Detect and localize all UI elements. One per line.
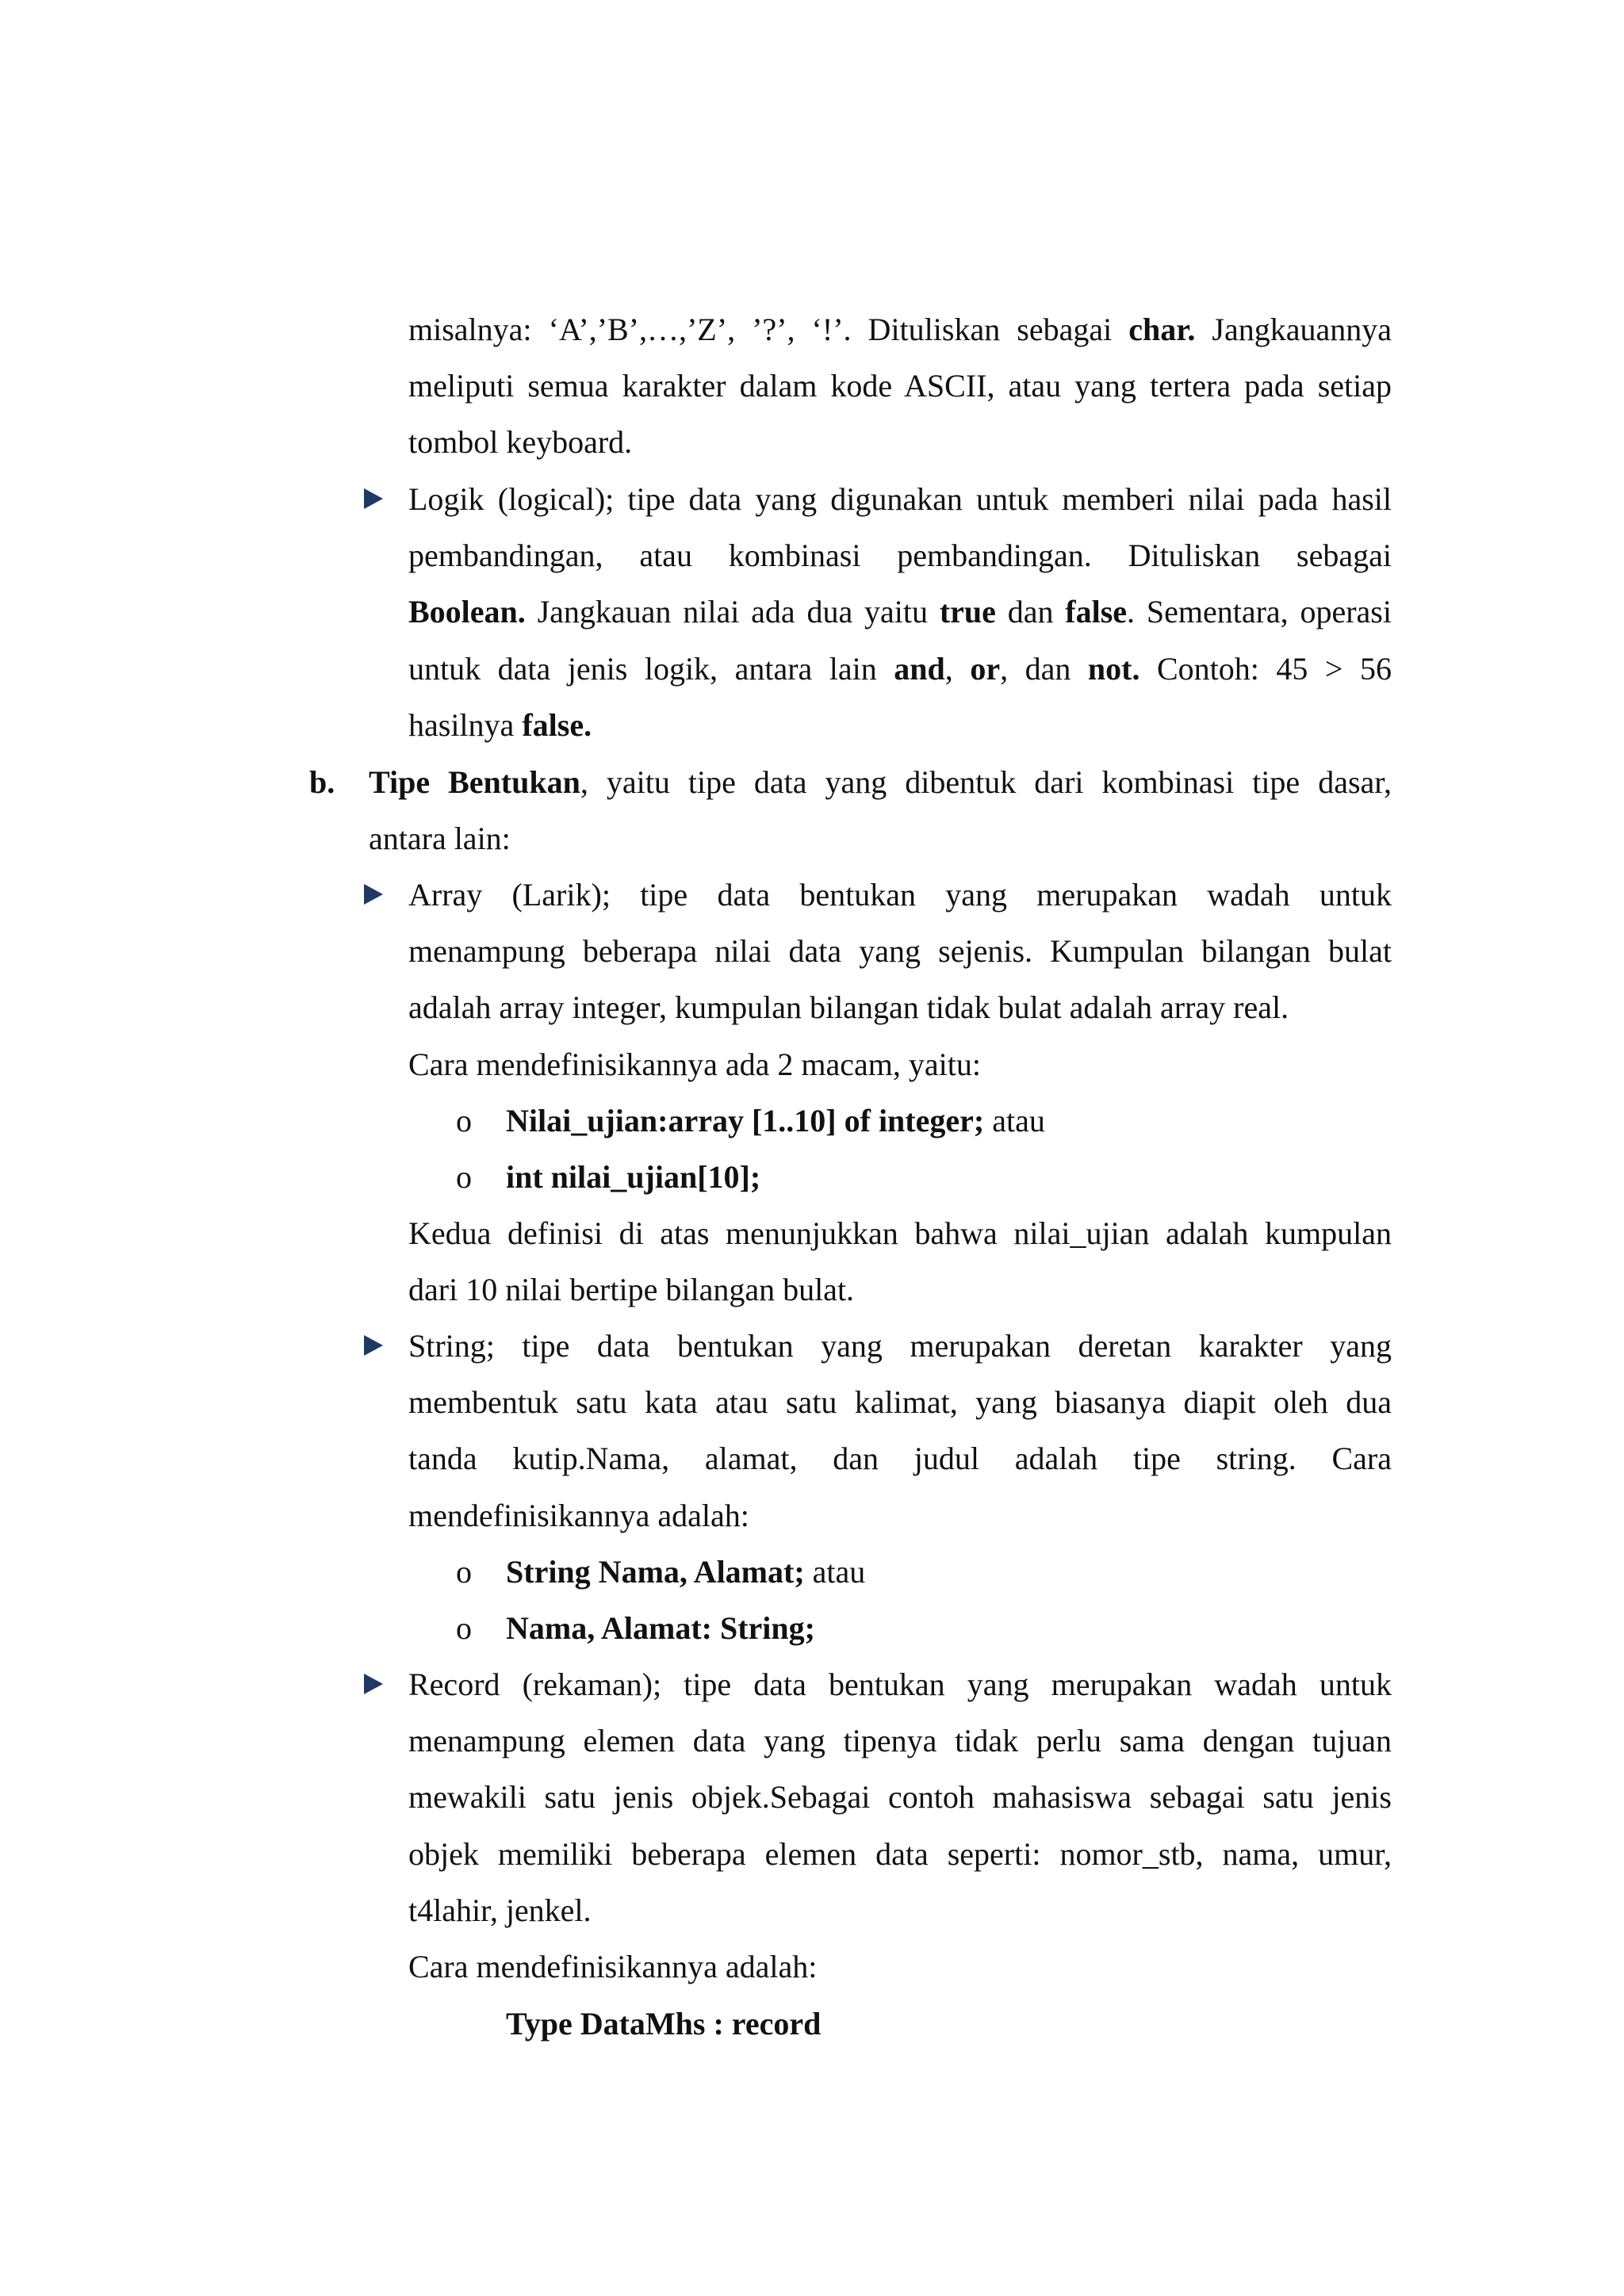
text-line: Boolean. Jangkauan nilai ada dua yaitu true dan false. Sementara, operasi bbox=[408, 594, 1392, 630]
record-paragraph bbox=[408, 1656, 1392, 1995]
section-b-label: b. bbox=[309, 764, 335, 800]
array-definition-1: Nilai_ujian:array [1..10] of integer; atau bbox=[506, 1103, 1045, 1138]
text-line: adalah array integer, kumpulan bilangan tidak bulat adalah array real. bbox=[408, 989, 1289, 1026]
circle-bullet-icon: o bbox=[456, 1159, 472, 1195]
string-paragraph bbox=[408, 1318, 1392, 1544]
text-line: String; tipe data bentukan yang merupakan deretan karakter yang bbox=[408, 1328, 1392, 1364]
text-line: dari 10 nilai bertipe bilangan bulat. bbox=[408, 1272, 855, 1308]
char-paragraph bbox=[408, 301, 1392, 471]
circle-bullet-icon: o bbox=[456, 1610, 472, 1646]
circle-bullet-icon: o bbox=[456, 1103, 472, 1138]
text-line: Tipe Bentukan, yaitu tipe data yang dibentuk dari kombinasi tipe dasar, bbox=[369, 764, 1392, 800]
text-line: mendefinisikannya adalah: bbox=[408, 1497, 749, 1533]
text-line: Record (rekaman); tipe data bentukan yang merupakan wadah untuk bbox=[408, 1667, 1392, 1702]
triangle-bullet-icon bbox=[364, 1674, 383, 1694]
text-line: Cara mendefinisikannya ada 2 macam, yaitu: bbox=[408, 1046, 981, 1082]
array-explanation bbox=[408, 1205, 1392, 1318]
triangle-bullet-icon bbox=[364, 884, 383, 905]
triangle-bullet-icon bbox=[364, 488, 383, 509]
text-line: Array (Larik); tipe data bentukan yang merupakan wadah untuk bbox=[408, 877, 1392, 913]
text-line: membentuk satu kata atau satu kalimat, yang biasanya diapit oleh dua bbox=[408, 1384, 1392, 1421]
section-b-heading bbox=[369, 754, 1392, 867]
record-code-line: Type DataMhs : record bbox=[506, 2006, 822, 2042]
text-line: t4lahir, jenkel. bbox=[408, 1892, 592, 1928]
text-line: tanda kutip.Nama, alamat, dan judul adalah tipe string. Cara bbox=[408, 1441, 1392, 1477]
text-line: tombol keyboard. bbox=[408, 424, 633, 461]
text-line: menampung beberapa nilai data yang sejenis. Kumpulan bilangan bulat bbox=[408, 933, 1392, 970]
text-line: menampung elemen data yang tipenya tidak perlu sama dengan tujuan bbox=[408, 1723, 1392, 1759]
text-line: Logik (logical); tipe data yang digunakan untuk memberi nilai pada hasil bbox=[408, 481, 1392, 517]
text-line: mewakili satu jenis objek.Sebagai contoh mahasiswa sebagai satu jenis bbox=[408, 1779, 1392, 1816]
string-definition-1: String Nama, Alamat; atau bbox=[506, 1554, 866, 1590]
text-line: Cara mendefinisikannya adalah: bbox=[408, 1948, 818, 1984]
text-line: antara lain: bbox=[369, 821, 511, 857]
array-definition-2: int nilai_ujian[10]; bbox=[506, 1159, 761, 1195]
text-line: untuk data jenis logik, antara lain and, or, dan not. Contoh: 45 > 56 bbox=[408, 650, 1392, 687]
text-line: meliputi semua karakter dalam kode ASCII, atau yang tertera pada setiap bbox=[408, 368, 1392, 404]
logik-paragraph bbox=[408, 471, 1392, 753]
text-line: misalnya: ‘A’,’B’,…,’Z’, ’?’, ‘!’. Dituliskan sebagai char. Jangkauannya bbox=[408, 312, 1392, 347]
text-line: pembandingan, atau kombinasi pembandingan. Dituliskan sebagai bbox=[408, 538, 1392, 574]
array-paragraph bbox=[408, 867, 1392, 1093]
string-definition-2: Nama, Alamat: String; bbox=[506, 1610, 815, 1646]
text-line: hasilnya false. bbox=[408, 706, 592, 743]
triangle-bullet-icon bbox=[364, 1335, 383, 1356]
circle-bullet-icon: o bbox=[456, 1554, 472, 1590]
text-line: Kedua definisi di atas menunjukkan bahwa nilai_ujian adalah kumpulan bbox=[408, 1215, 1392, 1251]
text-line: objek memiliki beberapa elemen data seperti: nomor_stb, nama, umur, bbox=[408, 1835, 1392, 1872]
